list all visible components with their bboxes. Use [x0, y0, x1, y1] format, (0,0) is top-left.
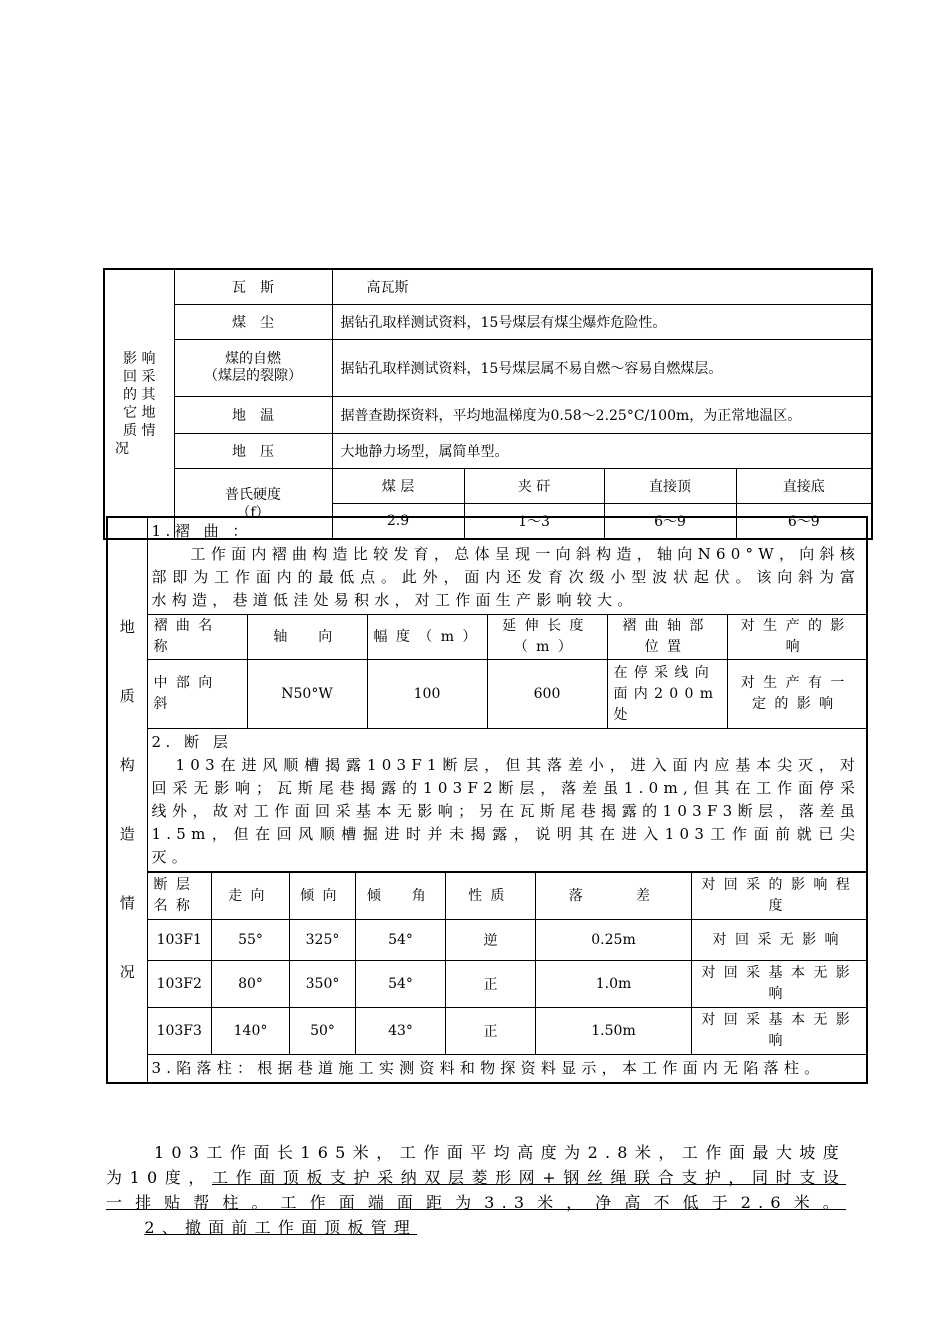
row-label-dust: 煤 尘 [174, 305, 332, 340]
fault-header-dip-angle: 倾 角 [356, 873, 446, 920]
row-label-temperature: 地 温 [174, 397, 332, 434]
hardness-header-coal: 煤 层 [332, 469, 464, 504]
hardness-value-roof: 6～9 [604, 504, 736, 540]
fold-header-axis-position: 褶曲轴部位置 [607, 615, 727, 660]
roof-support-paragraph [106, 1140, 846, 1240]
hardness-header-roof: 直接顶 [604, 469, 736, 504]
row-value-dust: 据钻孔取样测试资料，15号煤层有煤尘爆炸危险性。 [332, 305, 872, 340]
fault-cell-dip-angle: 54° [356, 920, 446, 961]
row-label-pressure: 地 压 [174, 434, 332, 469]
fold-cell-length: 600 [487, 660, 607, 729]
collapse-column-section: 3.陷落柱：根据巷道施工实测资料和物探资料显示，本工作面内无陷落柱。 [147, 1055, 867, 1084]
fault-header-name: 断层名称 [148, 873, 212, 920]
hardness-value-floor: 6～9 [736, 504, 872, 540]
fault-cell-name: 103F1 [148, 920, 212, 961]
hardness-value-coal: 2.9 [332, 504, 464, 540]
row-label-hardness: 普氏硬度 （f） [174, 469, 332, 540]
fault-cell-dip-angle: 43° [356, 1008, 446, 1055]
fault-header-throw: 落 差 [536, 873, 692, 920]
fold-paragraph: 工作面内褶曲构造比较发育，总体呈现一向斜构造，轴向N60°W，向斜核部即为工作面内的最低点。此外，面内还发育次级小型波状起伏。该向斜为富水构造，巷道低洼处易积水，对工作面生产影响较大。 [151, 545, 861, 609]
fault-row [148, 920, 868, 961]
fault-header-impact: 对回采的影响程度 [692, 873, 868, 920]
fault-row [148, 1008, 868, 1055]
fold-header-length: 延伸长度（m） [487, 615, 607, 660]
fault-cell-throw: 1.50m [536, 1008, 692, 1055]
side-label-geological-structure: 地 质 构 造 情 况 [107, 517, 147, 1083]
face-dimensions-text: 103工作面长165米，工作面平均高度为2.8米，工作面最大坡度为10度， [106, 1143, 846, 1187]
fold-cell-name: 中部向斜 [147, 660, 247, 729]
fault-cell-nature: 正 [446, 1008, 536, 1055]
fault-cell-dip-direction: 325° [290, 920, 356, 961]
hardness-header-floor: 直接底 [736, 469, 872, 504]
fold-header-name: 褶曲名称 [147, 615, 247, 660]
side-label-other-conditions: 影 响 回 采 的 其 它 地 质 情 况 [104, 269, 174, 539]
fold-cell-impact: 对生产有一定的影响 [727, 660, 867, 729]
geological-structure-table [106, 516, 868, 1084]
fault-cell-dip-angle: 54° [356, 961, 446, 1008]
fold-section [147, 517, 867, 615]
fault-header-nature: 性质 [446, 873, 536, 920]
fault-cell-name: 103F3 [148, 1008, 212, 1055]
fault-cell-dip-direction: 350° [290, 961, 356, 1008]
fault-cell-dip-direction: 50° [290, 1008, 356, 1055]
fault-cell-strike: 80° [212, 961, 290, 1008]
fault-cell-impact: 对回采基本无影响 [692, 961, 868, 1008]
fold-cell-amplitude: 100 [367, 660, 487, 729]
fold-header-axis: 轴 向 [247, 615, 367, 660]
fold-header-amplitude: 幅度（m） [367, 615, 487, 660]
fault-title: 2. 断 层 [151, 733, 233, 751]
fault-section [147, 729, 867, 872]
fault-cell-nature: 逆 [446, 920, 536, 961]
fault-header-strike: 走向 [212, 873, 290, 920]
fold-title: 1.褶 曲 ： [151, 522, 252, 540]
fold-cell-axis: N50°W [247, 660, 367, 729]
fault-table [148, 872, 868, 1054]
row-value-combustion: 据钻孔取样测试资料，15号煤层属不易自燃～容易自燃煤层。 [332, 340, 872, 397]
row-label-gas: 瓦 斯 [174, 269, 332, 305]
fault-cell-nature: 正 [446, 961, 536, 1008]
support-method-text: 工作面顶板支护采纳双层菱形网+钢丝绳联合支护，同时支设一排贴帮柱。工作面端面距为3.3米，净高不低于2.6米。 [106, 1168, 846, 1212]
fault-cell-impact: 对回采基本无影响 [692, 1008, 868, 1055]
fault-cell-strike: 55° [212, 920, 290, 961]
fault-cell-impact: 对回采无影响 [692, 920, 868, 961]
row-label-combustion: 煤的自燃 （煤层的裂隙） [174, 340, 332, 397]
fold-cell-axis-position: 在停采线向面内200m处 [607, 660, 727, 729]
fault-paragraph: 103在进风顺槽揭露103F1断层，但其落差小，进入面内应基本尖灭，对回采无影响；瓦斯尾巷揭露的103F2断层，落差虽1.0m,但其在工作面停采线外，故对工作面回采基本无影响；另在瓦斯尾巷揭露的103F3断层，落差虽1.5m，但在回风顺槽掘进时并未揭露，说明其在进入103工作面前就已尖灭。 [151, 756, 861, 866]
section-heading-2: 2、撤面前工作面顶板管理 [144, 1218, 417, 1237]
other-conditions-table [103, 268, 873, 540]
fault-cell-strike: 140° [212, 1008, 290, 1055]
row-value-gas: 高瓦斯 [332, 269, 872, 305]
fault-row [148, 961, 868, 1008]
fault-cell-name: 103F2 [148, 961, 212, 1008]
fault-header-dip-direction: 倾向 [290, 873, 356, 920]
hardness-value-parting: 1～3 [464, 504, 604, 540]
fault-cell-throw: 0.25m [536, 920, 692, 961]
row-value-pressure: 大地静力场型，属简单型。 [332, 434, 872, 469]
fold-header-impact: 对生产的影响 [727, 615, 867, 660]
hardness-header-parting: 夹 矸 [464, 469, 604, 504]
row-value-temperature: 据普查勘探资料，平均地温梯度为0.58～2.25°C/100m，为正常地温区。 [332, 397, 872, 434]
fault-cell-throw: 1.0m [536, 961, 692, 1008]
